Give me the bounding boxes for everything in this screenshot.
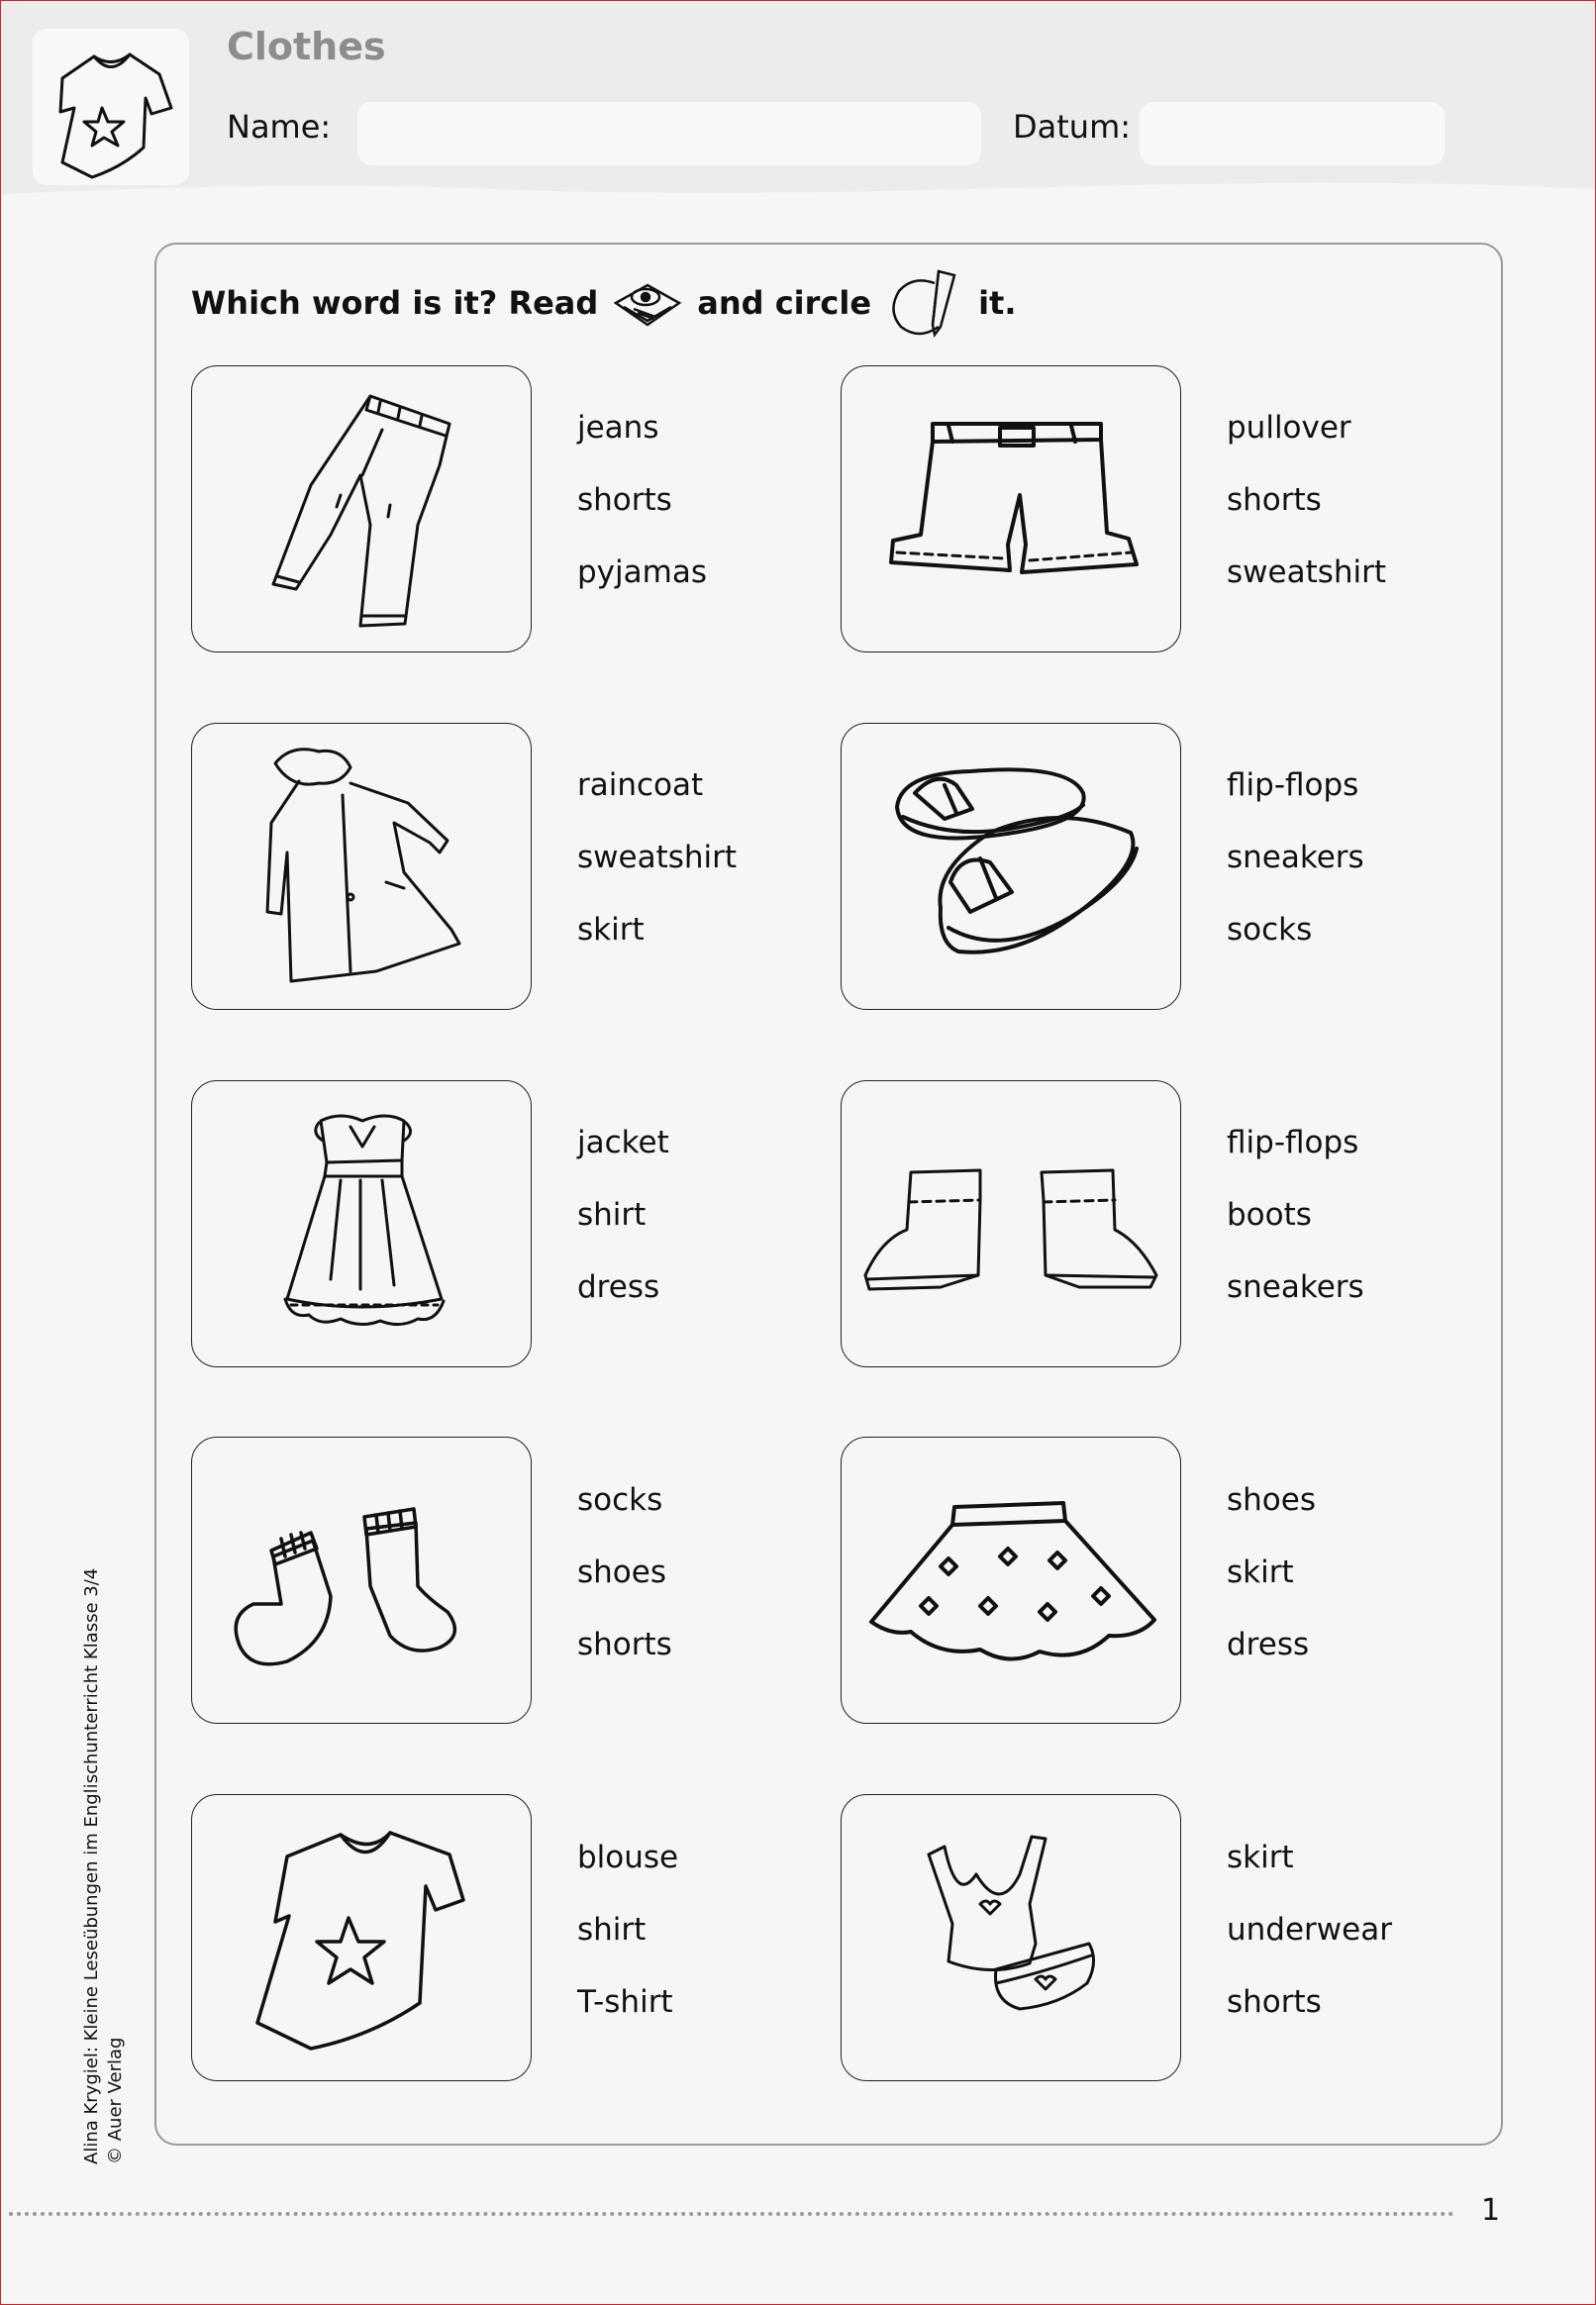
word-option[interactable]: pyjamas <box>577 554 707 590</box>
tshirt-star-icon <box>33 29 189 185</box>
name-label: Name: <box>227 108 332 146</box>
word-option[interactable]: jeans <box>577 410 659 446</box>
dress-icon <box>192 1081 533 1368</box>
picture-box-tshirt <box>191 1794 532 2081</box>
socks-icon <box>192 1438 533 1725</box>
page-title: Clothes <box>227 25 386 68</box>
word-option[interactable]: flip-flops <box>1227 1125 1359 1160</box>
word-option[interactable]: shoes <box>577 1554 666 1590</box>
word-option[interactable]: raincoat <box>577 767 704 803</box>
picture-box-jeans <box>191 365 532 652</box>
word-option[interactable]: dress <box>1227 1627 1310 1662</box>
instruction-text-2: and circle <box>697 284 872 322</box>
word-option[interactable]: blouse <box>577 1840 679 1875</box>
datum-field[interactable] <box>1140 102 1445 165</box>
word-option[interactable]: socks <box>577 1482 663 1518</box>
word-option[interactable]: shirt <box>577 1197 647 1233</box>
picture-box-skirt <box>841 1437 1181 1724</box>
name-field[interactable] <box>357 102 981 165</box>
credit-author: Alina Krygiel: Kleine Leseübungen im Englischunterricht Klasse 3/4 <box>81 1567 102 2164</box>
eye-reading-icon <box>610 273 685 333</box>
word-option[interactable]: sneakers <box>1227 1269 1364 1305</box>
word-option[interactable]: boots <box>1227 1197 1312 1233</box>
underwear-icon <box>842 1795 1182 2082</box>
boots-icon <box>842 1081 1182 1368</box>
picture-box-socks <box>191 1437 532 1724</box>
word-option[interactable]: sneakers <box>1227 840 1364 875</box>
picture-box-underwear <box>841 1794 1181 2081</box>
shorts-icon <box>842 366 1182 653</box>
datum-label: Datum: <box>1013 108 1132 146</box>
word-option[interactable]: skirt <box>577 912 645 948</box>
word-option[interactable]: socks <box>1227 912 1313 948</box>
publisher-credit <box>80 1551 140 2164</box>
word-option[interactable]: skirt <box>1227 1840 1294 1875</box>
word-option[interactable]: shorts <box>1227 1984 1322 2020</box>
page-number: 1 <box>1481 2193 1501 2228</box>
word-option[interactable]: shirt <box>577 1912 647 1948</box>
word-option[interactable]: shorts <box>577 482 672 518</box>
word-option[interactable]: flip-flops <box>1227 767 1359 803</box>
skirt-icon <box>842 1438 1182 1725</box>
picture-box-boots <box>841 1080 1181 1367</box>
word-option[interactable]: shoes <box>1227 1482 1316 1518</box>
picture-box-flip-flops <box>841 723 1181 1010</box>
word-option[interactable]: jacket <box>577 1125 669 1160</box>
footer-dotted-line <box>9 2212 1454 2216</box>
word-option[interactable]: skirt <box>1227 1554 1294 1590</box>
raincoat-icon <box>192 724 533 1011</box>
tshirt-icon <box>192 1795 533 2082</box>
word-option[interactable]: shorts <box>1227 482 1322 518</box>
jeans-icon <box>192 366 533 653</box>
picture-box-raincoat <box>191 723 532 1010</box>
word-option[interactable]: shorts <box>577 1627 672 1662</box>
word-option[interactable]: dress <box>577 1269 660 1305</box>
instruction-text-3: it. <box>978 284 1017 322</box>
word-option[interactable]: sweatshirt <box>577 840 738 875</box>
word-option[interactable]: sweatshirt <box>1227 554 1387 590</box>
credit-publisher: © Auer Verlag <box>105 2037 126 2164</box>
instruction-text-1: Which word is it? Read <box>191 284 599 322</box>
circle-pencil-icon <box>883 265 966 341</box>
header-logo <box>33 29 189 185</box>
word-option[interactable]: underwear <box>1227 1912 1392 1948</box>
picture-box-shorts <box>841 365 1181 652</box>
picture-box-dress <box>191 1080 532 1367</box>
word-option[interactable]: pullover <box>1227 410 1351 446</box>
instruction <box>191 273 1028 333</box>
flip-flops-icon <box>842 724 1182 1011</box>
word-option[interactable]: T-shirt <box>577 1984 673 2020</box>
